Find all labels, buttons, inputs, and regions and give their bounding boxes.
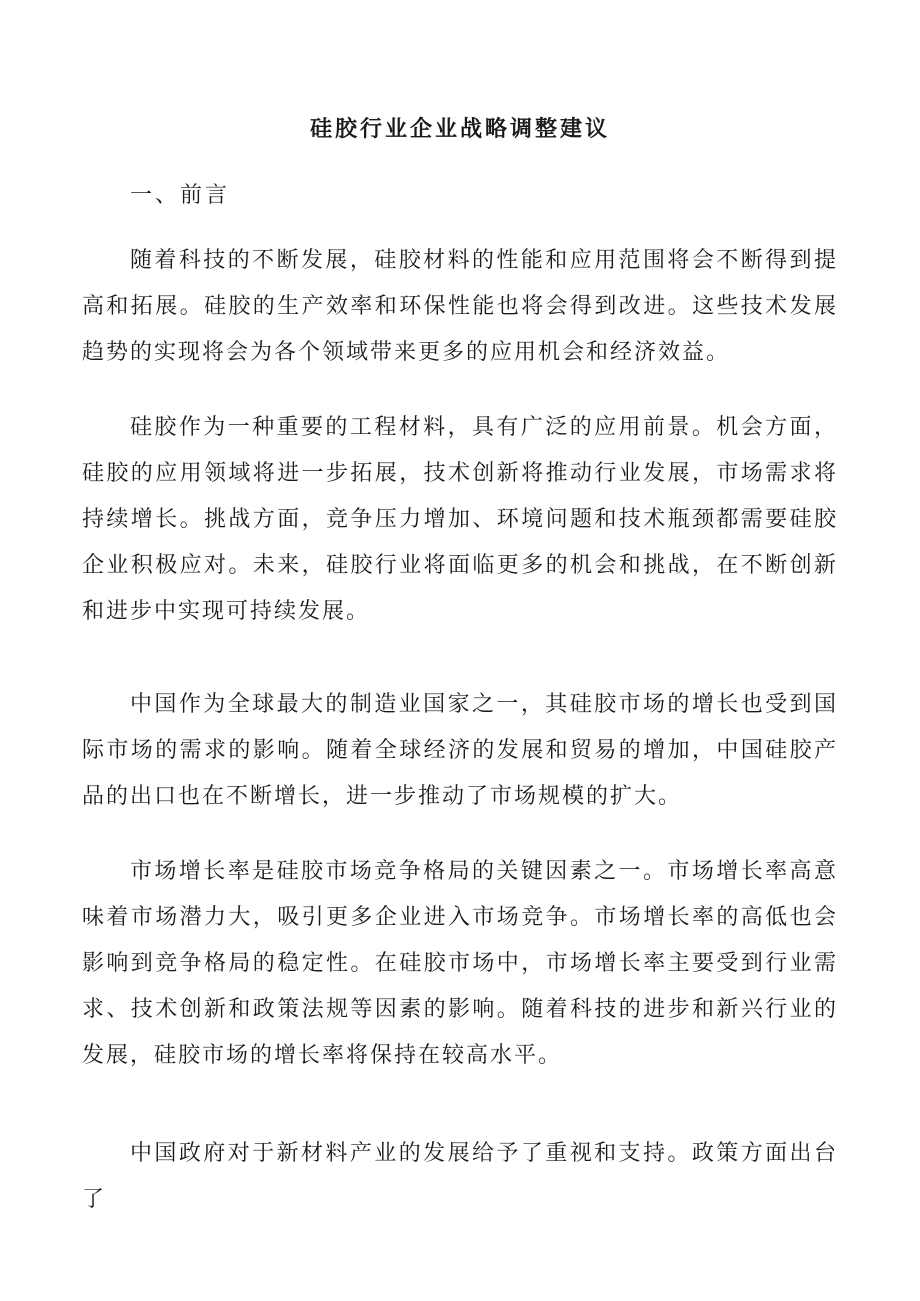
paragraph-3: 中国作为全球最大的制造业国家之一，其硅胶市场的增长也受到国际市场的需求的影响。随着全球经济的发展和贸易的增加，中国硅胶产品的出口也在不断增长，进一步推动了市场规模的扩大。 bbox=[82, 692, 838, 809]
section-heading: 一、前言 bbox=[130, 183, 231, 208]
paragraph-1: 随着科技的不断发展，硅胶材料的性能和应用范围将会不断得到提高和拓展。硅胶的生产效率和环保性能也将会得到改进。这些技术发展趋势的实现将会为各个领域带来更多的应用机会和经济效益。 bbox=[82, 248, 838, 365]
paragraph-4: 市场增长率是硅胶市场竞争格局的关键因素之一。市场增长率高意味着市场潜力大，吸引更多企业进入市场竞争。市场增长率的高低也会影响到竞争格局的稳定性。在硅胶市场中，市场增长率主要受到行业需求、技术创新和政策法规等因素的影响。随着科技的进步和新兴行业的发展，硅胶市场的增长率将保持在较高水平。 bbox=[82, 859, 838, 1068]
paragraph-5: 中国政府对于新材料产业的发展给予了重视和支持。政策方面出台了 bbox=[82, 1141, 838, 1212]
paragraph-2: 硅胶作为一种重要的工程材料，具有广泛的应用前景。机会方面，硅胶的应用领域将进一步拓展，技术创新将推动行业发展，市场需求将持续增长。挑战方面，竞争压力增加、环境问题和技术瓶颈都需要硅胶企业积极应对。未来，硅胶行业将面临更多的机会和挑战，在不断创新和进步中实现可持续发展。 bbox=[82, 415, 838, 624]
document-title: 硅胶行业企业战略调整建议 bbox=[309, 116, 610, 142]
